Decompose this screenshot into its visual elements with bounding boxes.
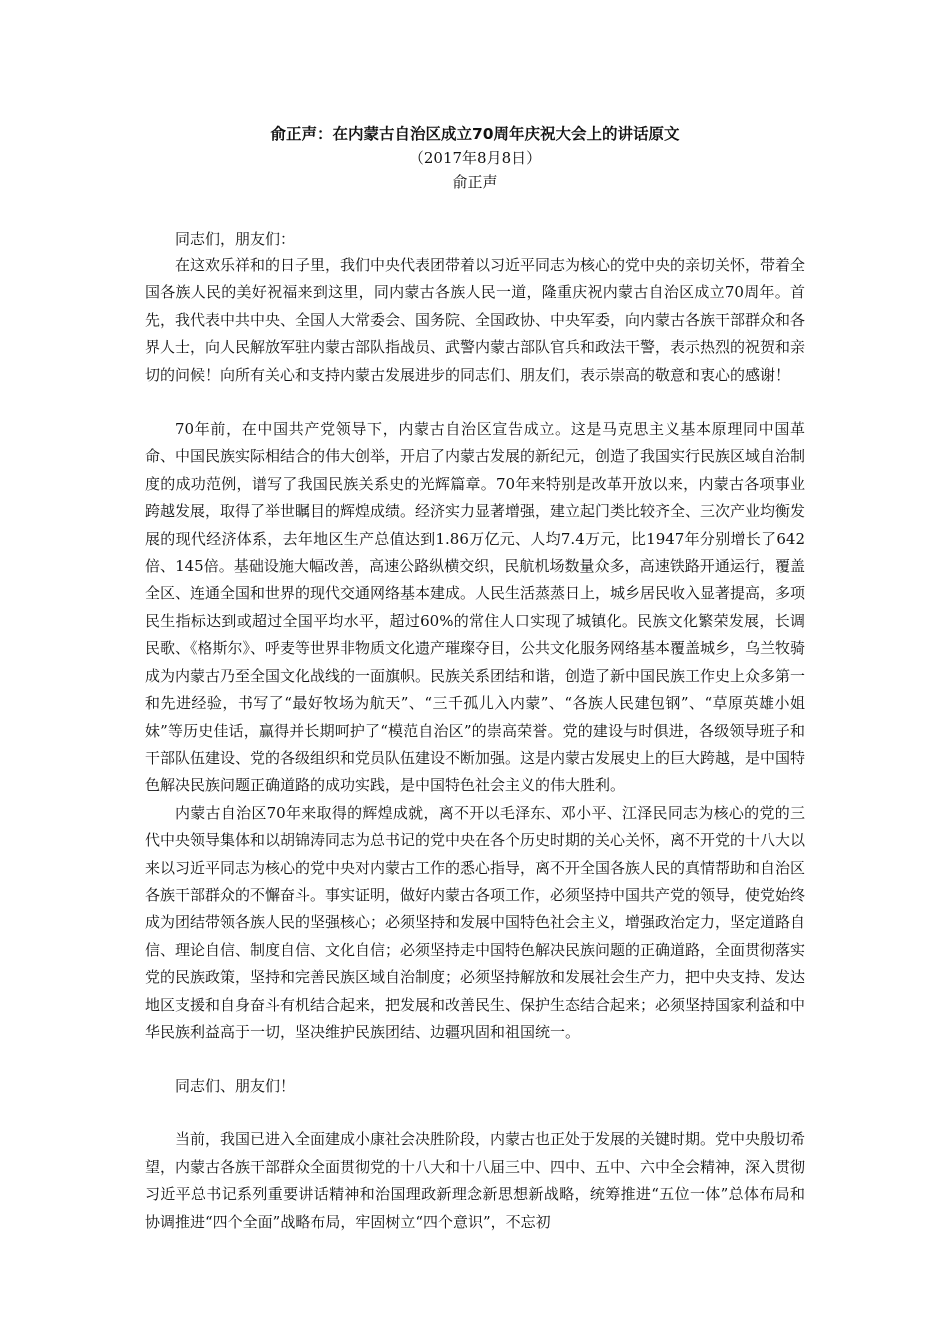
paragraph-achievements: 70年前，在中国共产党领导下，内蒙古自治区宣告成立。这是马克思主义基本原理同中国革命、中国民族实际相结合的伟大创举，开启了内蒙古发展的新纪元，创造了我国实行民族区域自治制度的成功范例，谱写了我国民族关系史的光辉篇章。70年来特别是改革开放以来，内蒙古各项事业跨越发展，取得了举世瞩目的辉煌成绩。经济实力显著增强，建立起门类比较齐全、三次产业均衡发展的现代经济体系，去年地区生产总值达到1.86万亿元、人均7.4万元，比1947年分别增长了642倍、145倍。基础设施大幅改善，高速公路纵横交织，民航机场数量众多，高速铁路开通运行，覆盖全区、连通全国和世界的现代交通网络基本建成。人民生活蒸蒸日上，城乡居民收入显著提高，多项民生指标达到或超过全国平均水平，超过60%的常住人口实现了城镇化。民族文化繁荣发展，长调民歌、《格斯尔》、呼麦等世界非物质文化遗产璀璨夺目，公共文化服务网络基本覆盖城乡，乌兰牧骑成为内蒙古乃至全国文化战线的一面旗帜。民族关系团结和谐，创造了新中国民族工作史上众多第一和先进经验，书写了“最好牧场为航天”、“三千孤儿入内蒙”、“各族人民建包钢”、“草原英雄小姐妹”等历史佳话，赢得并长期呵护了“模范自治区”的崇高荣誉。党的建设与时俱进，各级领导班子和干部队伍建设、党的各级组织和党员队伍建设不断加强。这是内蒙古发展史上的巨大跨越，是中国特色解决民族问题正确道路的成功实践，是中国特色社会主义的伟大胜利。 (145, 420, 806, 795)
salutation-first: 同志们，朋友们： (175, 230, 296, 248)
document-page (145, 122, 805, 1236)
salutation-second: 同志们、朋友们！ (175, 1077, 296, 1096)
document-title: 俞正声：在内蒙古自治区成立70周年庆祝大会上的讲话原文 (270, 125, 680, 143)
spacer (145, 1046, 805, 1073)
document-date: （2017年8月8日） (408, 149, 542, 167)
paragraph-greeting: 在这欢乐祥和的日子里，我们中央代表团带着以习近平同志为核心的党中央的亲切关怀，带着全国各族人民的美好祝福来到这里，同内蒙古各族人民一道，隆重庆祝内蒙古自治区成立70周年。首先，我代表中共中央、全国人大常委会、国务院、全国政协、中央军委，向内蒙古各族干部群众和各界人士，向人民解放军驻内蒙古部队指战员、武警内蒙古部队官兵和政法干警，表示热烈的祝贺和亲切的问候！向所有关心和支持内蒙古发展进步的同志们、朋友们，表示崇高的敬意和衷心的感谢！ (145, 256, 806, 384)
document-author: 俞正声 (452, 173, 498, 191)
spacer (145, 1099, 805, 1126)
paragraph-current-stage: 当前，我国已进入全面建成小康社会决胜阶段，内蒙古也正处于发展的关键时期。党中央殷切希望，内蒙古各族干部群众全面贯彻党的十八大和十八届三中、四中、五中、六中全会精神，深入贯彻习近平总书记系列重要讲话精神和治国理政新理念新思想新战略，统筹推进“五位一体”总体布局和协调推进“四个全面”战略布局，牢固树立“四个意识”，不忘初 (145, 1130, 806, 1231)
spacer (145, 194, 805, 226)
spacer (145, 389, 805, 416)
paragraph-reasons: 内蒙古自治区70年来取得的辉煌成就，离不开以毛泽东、邓小平、江泽民同志为核心的党的三代中央领导集体和以胡锦涛同志为总书记的党中央在各个历史时期的关心关怀，离不开党的十八大以来以习近平同志为核心的党中央对内蒙古工作的悉心指导，离不开全国各族人民的真情帮助和自治区各族干部群众的不懈奋斗。事实证明，做好内蒙古各项工作，必须坚持中国共产党的领导，使党始终成为团结带领各族人民的坚强核心；必须坚持和发展中国特色社会主义，增强政治定力，坚定道路自信、理论自信、制度自信、文化自信；必须坚持走中国特色解决民族问题的正确道路，全面贯彻落实党的民族政策，坚持和完善民族区域自治制度；必须坚持解放和发展社会生产力，把中央支持、发达地区支援和自身奋斗有机结合起来，把发展和改善民生、保护生态结合起来；必须坚持国家利益和中华民族利益高于一切，坚决维护民族团结、边疆巩固和祖国统一。 (145, 803, 806, 1041)
